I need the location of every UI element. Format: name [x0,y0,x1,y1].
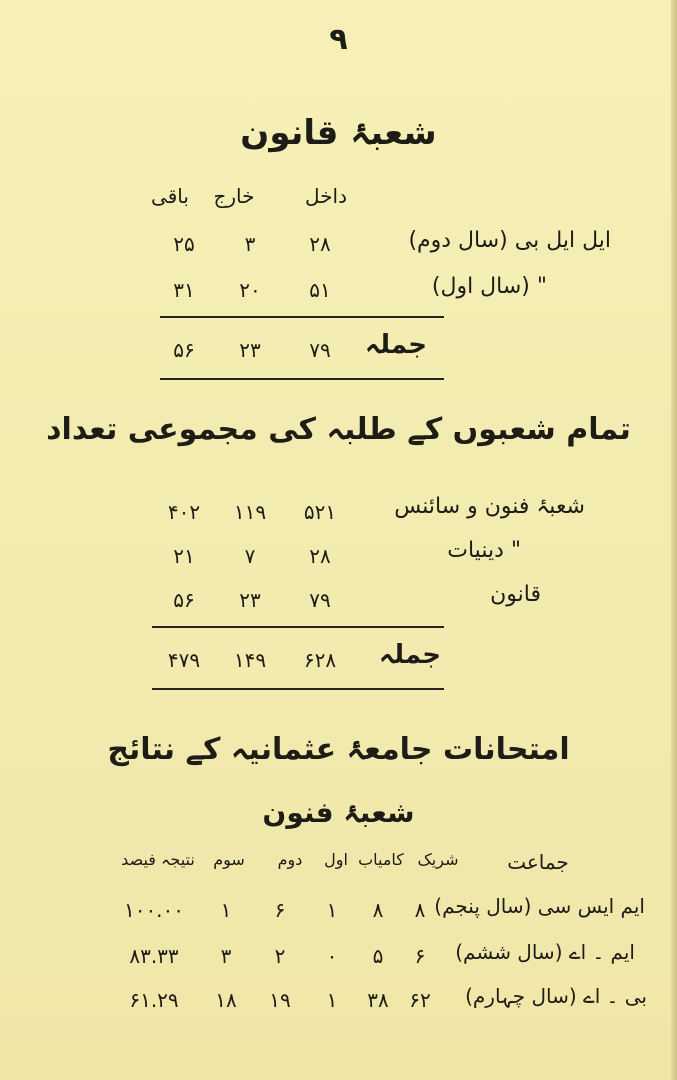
students-total-value: ۶۲۸ [303,648,337,672]
exam-col-first: اول [324,850,348,869]
law-total-value: ۲۳ [239,338,261,362]
students-bottom-rule [152,688,444,690]
exam-value: ۱ [220,898,232,922]
law-value: ۲۰ [239,278,261,302]
exam-value: ۳۸ [367,988,389,1012]
exam-value: ۱ [326,988,338,1012]
exam-value: ۶۲ [409,988,431,1012]
law-row-label: " (سال اول) [431,274,547,299]
students-value: ۷۹ [309,588,331,612]
exam-value: ۸ [372,898,384,922]
students-value: ۷ [244,544,256,568]
exam-col-passed: کامیاب [358,850,404,869]
exam-results-subtitle: شعبۂ فنون [262,796,415,829]
students-total-rule [152,626,444,628]
exam-value: ۱۸ [215,988,237,1012]
exam-value: ۸ [414,898,426,922]
students-total-value: ۴۷۹ [167,648,201,672]
exam-col-class: جماعت [507,850,569,874]
students-row [0,538,677,578]
exam-row-class: بی ۔ اے (سال چہارم) [465,984,647,1008]
students-value: ۱۱۹ [233,500,267,524]
law-row [0,226,677,266]
law-col-remaining: باقی [151,184,189,208]
students-total-label: جملہ [378,640,441,670]
students-row-label: شعبۂ فنون و سائنس [394,494,585,519]
exam-row [0,984,677,1024]
students-total-row [0,640,677,680]
students-row [0,582,677,622]
students-total-value: ۱۴۹ [233,648,267,672]
law-total-row [0,330,677,370]
page-number: ۹ [329,22,348,57]
exam-value: ۵ [372,944,384,968]
law-value: ۲۸ [309,232,331,256]
exam-value: ۶ [414,944,426,968]
exam-value: ۶۱.۲۹ [129,988,179,1012]
law-bottom-rule [160,378,444,380]
law-value: ۳۱ [173,278,195,302]
law-section-title: شعبۂ قانون [240,113,437,153]
students-value: ۵۲۱ [303,500,337,524]
exam-results-title: امتحانات جامعۂ عثمانیہ کے نتائج [107,732,570,767]
law-total-rule [160,316,444,318]
exam-row [0,940,677,980]
exam-value: ۲ [274,944,286,968]
exam-value: ۰ [326,944,338,968]
exam-col-percent: نتیجہ فیصد [121,850,195,869]
students-row [0,494,677,534]
law-total-label: جملہ [364,330,427,360]
exam-value: ۸۳.۳۳ [129,944,179,968]
law-row [0,272,677,312]
students-value: ۲۸ [309,544,331,568]
exam-col-third: سوم [213,850,245,869]
exam-col-second: دوم [277,850,303,869]
students-value: ۴۰۲ [167,500,201,524]
exam-value: ۳ [220,944,232,968]
students-row-label: " دینیات [447,538,521,563]
exam-row [0,894,677,934]
students-value: ۵۶ [173,588,195,612]
exam-value: ۱۹ [269,988,291,1012]
law-col-admitted: داخل [305,184,347,208]
exam-col-appeared: شریک [417,850,459,869]
law-col-left: خارج [213,184,255,208]
exam-row-class: ایم ایس سی (سال پنجم) [434,894,645,918]
students-row-label: قانون [490,582,541,607]
law-value: ۵۱ [309,278,331,302]
exam-value: ۱ [326,898,338,922]
law-row-label: ایل ایل بی (سال دوم) [408,228,611,253]
students-value: ۲۱ [173,544,195,568]
law-value: ۳ [244,232,256,256]
exam-value: ۱۰۰.۰۰ [123,898,185,922]
law-total-value: ۷۹ [309,338,331,362]
exam-row-class: ایم ۔ اے (سال ششم) [455,940,635,964]
exam-value: ۶ [274,898,286,922]
all-students-title: تمام شعبوں کے طلبہ کی مجموعی تعداد [46,412,631,447]
students-value: ۲۳ [239,588,261,612]
law-total-value: ۵۶ [173,338,195,362]
law-value: ۲۵ [173,232,195,256]
